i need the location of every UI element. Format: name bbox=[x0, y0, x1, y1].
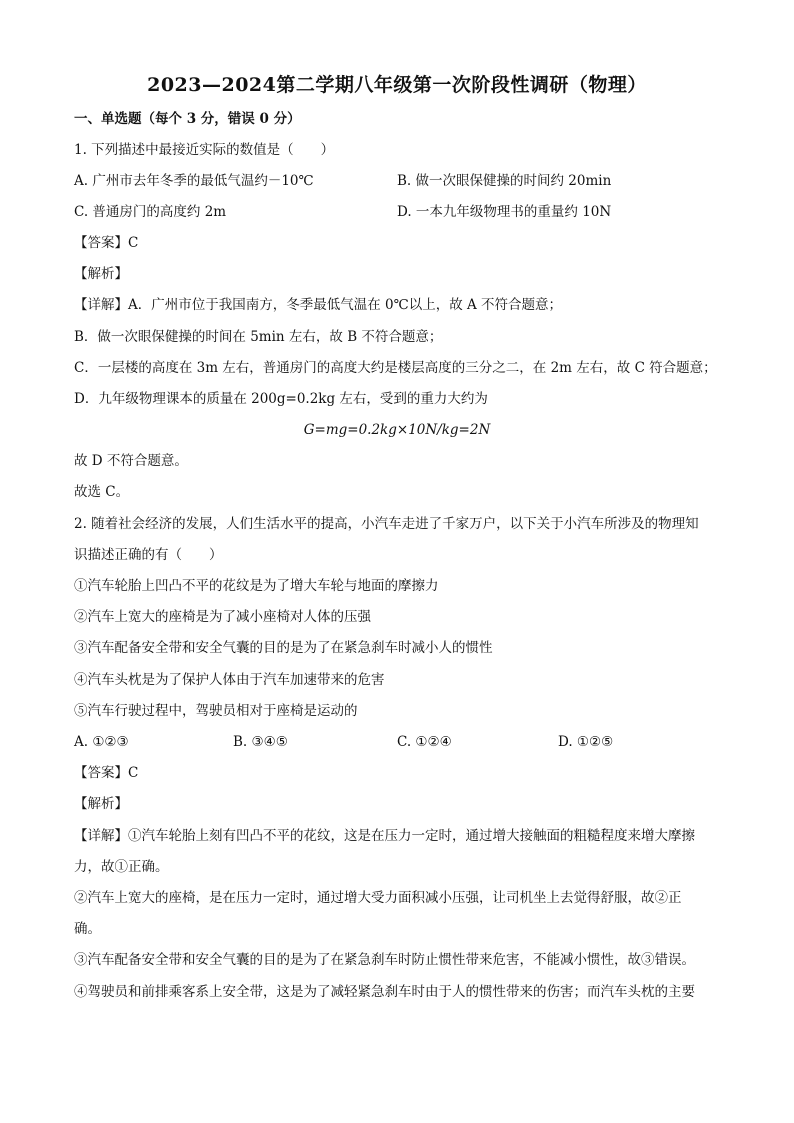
q2-option-c: C. ①②④ bbox=[397, 734, 452, 750]
q1-after-line: 故选 C。 bbox=[74, 484, 130, 500]
q2-statement: ③汽车配备安全带和安全气囊的目的是为了在紧急刹车时减小人的惯性 bbox=[74, 640, 493, 656]
q1-detail-line: D．九年级物理课本的质量在 200g=0.2kg 左右，受到的重力大约为 bbox=[74, 391, 488, 407]
section-heading: 一、单选题（每个 3 分，错误 0 分） bbox=[74, 111, 301, 127]
question-1-stem: 1. 下列描述中最接近实际的数值是（ ） bbox=[74, 142, 335, 158]
page-title: 2023—2024第二学期八年级第一次阶段性调研（物理） bbox=[147, 74, 647, 96]
q2-statement: ①汽车轮胎上凹凸不平的花纹是为了增大车轮与地面的摩擦力 bbox=[74, 578, 439, 594]
q1-after-line: 故 D 不符合题意。 bbox=[74, 453, 188, 469]
question-2-stem: 2. 随着社会经济的发展，人们生活水平的提高，小汽车走进了千家万户，以下关于小汽车所涉及的物理知 bbox=[74, 516, 699, 532]
q2-option-d: D. ①②⑤ bbox=[558, 734, 614, 750]
q1-analysis-label: 【解析】 bbox=[74, 266, 128, 282]
q2-analysis-label: 【解析】 bbox=[74, 796, 128, 812]
q2-answer: 【答案】C bbox=[74, 765, 139, 781]
q1-detail-line: 【详解】A．广州市位于我国南方，冬季最低气温在 0℃以上，故 A 不符合题意； bbox=[74, 297, 563, 313]
q1-option-d: D. 一本九年级物理书的重量约 10N bbox=[397, 204, 612, 220]
q2-option-b: B. ③④⑤ bbox=[233, 734, 288, 750]
q2-detail-line: 力，故①正确。 bbox=[74, 859, 169, 875]
q2-detail-line: 【详解】①汽车轮胎上刻有凹凸不平的花纹，这是在压力一定时，通过增大接触面的粗糙程度来增大摩擦 bbox=[74, 828, 695, 844]
q2-detail-line: ②汽车上宽大的座椅，是在压力一定时，通过增大受力面积减小压强，让司机坐上去觉得舒服，故②正 bbox=[74, 890, 682, 906]
q1-option-b: B. 做一次眼保健操的时间约 20min bbox=[397, 173, 612, 189]
q2-statement: ⑤汽车行驶过程中，驾驶员相对于座椅是运动的 bbox=[74, 703, 358, 719]
q2-option-a: A. ①②③ bbox=[74, 734, 129, 750]
q2-statement: ④汽车头枕是为了保护人体由于汽车加速带来的危害 bbox=[74, 672, 385, 688]
q2-detail-line: 确。 bbox=[74, 921, 101, 937]
q2-detail-line: ④驾驶员和前排乘客系上安全带，这是为了减轻紧急刹车时由于人的惯性带来的伤害；而汽车头枕的主要 bbox=[74, 984, 695, 1000]
question-2-stem: 识描述正确的有（ ） bbox=[74, 547, 223, 563]
q1-option-c: C. 普通房门的高度约 2m bbox=[74, 204, 227, 220]
q1-detail-line: C．一层楼的高度在 3m 左右，普通房门的高度大约是楼层高度的三分之二，在 2m 左右，故 C 符合题意； bbox=[74, 360, 717, 376]
q2-statement: ②汽车上宽大的座椅是为了减小座椅对人体的压强 bbox=[74, 609, 371, 625]
q1-answer: 【答案】C bbox=[74, 235, 139, 251]
q2-detail-line: ③汽车配备安全带和安全气囊的目的是为了在紧急刹车时防止惯性带来危害，不能减小惯性，故③错误。 bbox=[74, 952, 695, 968]
q1-option-a: A. 广州市去年冬季的最低气温约－10℃ bbox=[74, 173, 314, 189]
q1-formula: G=mg=0.2kg×10N/kg=2N bbox=[303, 422, 491, 438]
q1-detail-line: B．做一次眼保健操的时间在 5min 左右，故 B 不符合题意； bbox=[74, 329, 443, 345]
